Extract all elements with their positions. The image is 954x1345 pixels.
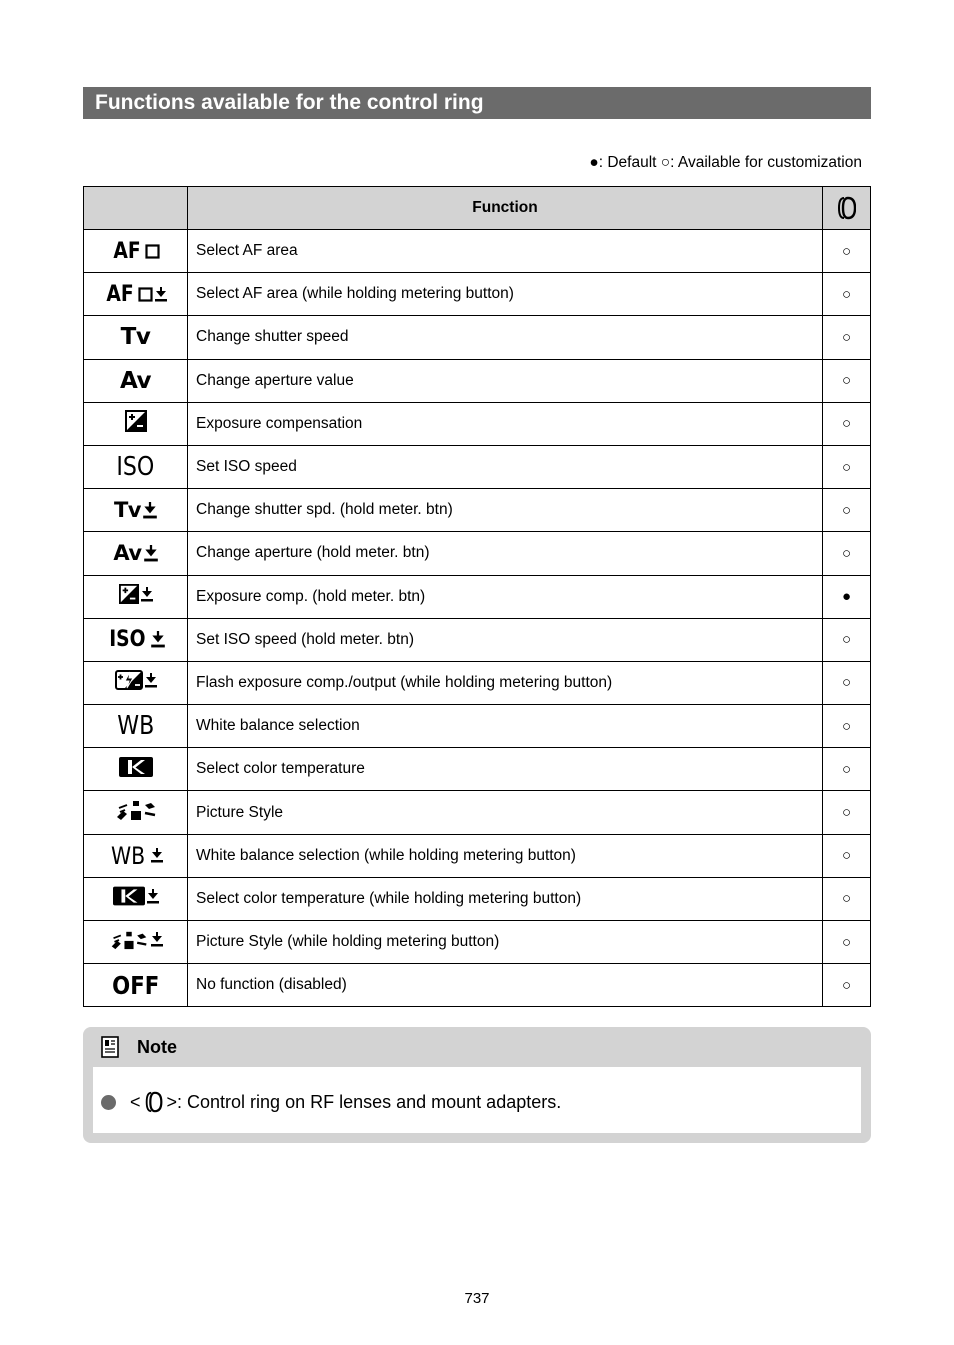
table-row [84, 834, 871, 877]
table-row [84, 489, 871, 532]
table-row [84, 964, 871, 1007]
off-icon: OFF [111, 970, 160, 1000]
table-header-row [84, 187, 871, 230]
function-label: Change shutter spd. (hold meter. btn) [188, 489, 823, 532]
availability-mark: ○ [823, 618, 871, 661]
function-label: White balance selection [188, 705, 823, 748]
availability-mark: ○ [823, 834, 871, 877]
availability-mark: ● [823, 575, 871, 618]
table-row [84, 921, 871, 964]
hold-meter-icon [143, 502, 157, 519]
table-row [84, 705, 871, 748]
tv-hold-meter-icon: Tv [114, 498, 157, 522]
table-row [84, 532, 871, 575]
note-item-prefix: < [130, 1091, 141, 1112]
iso-icon: ISO [116, 452, 155, 483]
legend-text: ●: Default ○: Available for customization [589, 154, 862, 171]
function-label: Set ISO speed [188, 445, 823, 488]
note-item-text: >: Control ring on RF lenses and mount adapters. [166, 1091, 562, 1112]
hold-meter-icon [145, 673, 157, 688]
availability-mark: ○ [823, 877, 871, 920]
note-icon [101, 1036, 119, 1058]
picture-style-hold-meter-icon [109, 930, 163, 950]
availability-mark: ○ [823, 791, 871, 834]
table-row [84, 316, 871, 359]
note-header [101, 1035, 177, 1059]
av-icon: Av [120, 367, 151, 394]
function-label: Change shutter speed [188, 316, 823, 359]
functions-table [83, 186, 871, 1007]
function-label: Select color temperature (while holding metering button) [188, 877, 823, 920]
bullet-icon [101, 1095, 116, 1110]
table-row [84, 748, 871, 791]
note-title: Note [137, 1036, 177, 1057]
note-item [101, 1091, 561, 1113]
header-icon-column [84, 187, 188, 230]
wb-icon: WB [116, 711, 154, 742]
availability-mark: ○ [823, 402, 871, 445]
table-row [84, 402, 871, 445]
table-row [84, 791, 871, 834]
tv-icon: Tv [120, 324, 151, 351]
table-row [84, 445, 871, 488]
availability-mark: ○ [823, 445, 871, 488]
function-label: Flash exposure comp./output (while holding metering button) [188, 661, 823, 704]
af-area-hold-meter-icon: AF [104, 282, 167, 307]
flash-exposure-comp-hold-meter-icon [115, 670, 157, 690]
availability-mark: ○ [823, 230, 871, 273]
function-label: White balance selection (while holding metering button) [188, 834, 823, 877]
table-row [84, 877, 871, 920]
function-label: Exposure comp. (hold meter. btn) [188, 575, 823, 618]
note-box [83, 1027, 871, 1143]
function-label: Picture Style (while holding metering button) [188, 921, 823, 964]
availability-mark: ○ [823, 661, 871, 704]
af-area-icon: AF [111, 239, 160, 264]
function-label: Picture Style [188, 791, 823, 834]
av-hold-meter-icon: Av [113, 541, 157, 565]
wb-hold-meter-icon: WB [108, 842, 162, 870]
availability-mark: ○ [823, 921, 871, 964]
hold-meter-icon [155, 287, 167, 302]
table-row [84, 661, 871, 704]
function-label: Select color temperature [188, 748, 823, 791]
color-temp-k-icon [119, 757, 153, 777]
table-row [84, 230, 871, 273]
availability-mark: ○ [823, 273, 871, 316]
availability-mark: ○ [823, 316, 871, 359]
exposure-comp-icon [125, 410, 147, 432]
exposure-comp-hold-meter-icon [119, 584, 153, 604]
availability-mark: ○ [823, 964, 871, 1007]
header-ring-column [823, 187, 871, 230]
section-heading: Functions available for the control ring [83, 87, 871, 119]
header-function: Function [188, 187, 823, 230]
page-number: 737 [464, 1290, 490, 1307]
picture-style-icon [115, 799, 157, 821]
control-ring-icon [145, 1091, 163, 1113]
function-label: Set ISO speed (hold meter. btn) [188, 618, 823, 661]
color-temp-k-hold-meter-icon [113, 886, 159, 906]
hold-meter-icon [151, 932, 163, 947]
table-row [84, 273, 871, 316]
function-label: No function (disabled) [188, 964, 823, 1007]
function-label: Exposure compensation [188, 402, 823, 445]
hold-meter-icon [141, 587, 153, 602]
hold-meter-icon [151, 631, 165, 648]
hold-meter-icon [144, 545, 158, 562]
function-label: Select AF area [188, 230, 823, 273]
control-ring-icon [838, 196, 856, 220]
availability-mark: ○ [823, 748, 871, 791]
hold-meter-icon [151, 848, 163, 863]
table-row [84, 359, 871, 402]
hold-meter-icon [147, 889, 159, 904]
availability-mark: ○ [823, 705, 871, 748]
availability-mark: ○ [823, 532, 871, 575]
availability-mark: ○ [823, 359, 871, 402]
note-body [93, 1067, 861, 1133]
iso-hold-meter-icon: ISO [106, 627, 165, 652]
function-label: Select AF area (while holding metering button) [188, 273, 823, 316]
function-label: Change aperture value [188, 359, 823, 402]
table-row [84, 618, 871, 661]
table-row [84, 575, 871, 618]
availability-mark: ○ [823, 489, 871, 532]
function-label: Change aperture (hold meter. btn) [188, 532, 823, 575]
